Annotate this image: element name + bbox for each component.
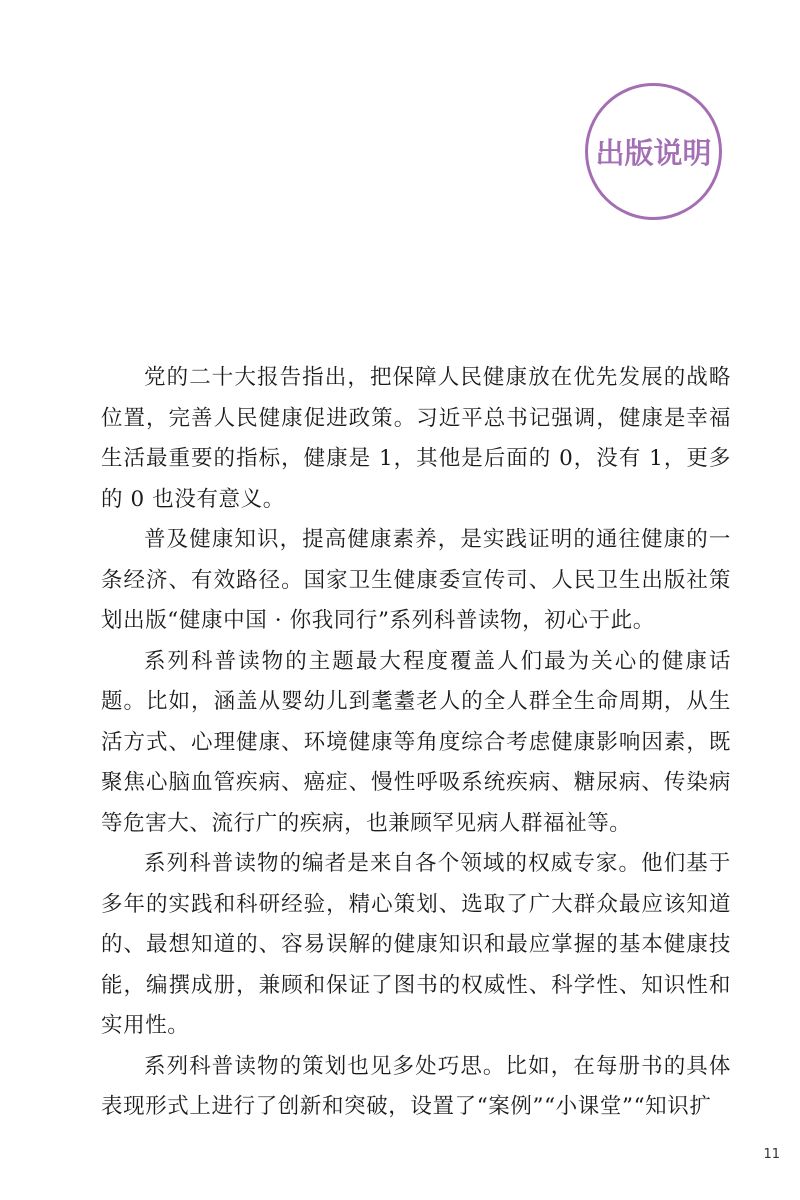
section-title: 出版说明 [595, 136, 712, 170]
paragraph: 党的二十大报告指出，把保障人民健康放在优先发展的战略位置，完善人民健康促进政策。习近平总书记强调，健康是幸福生活最重要的指标，健康是 1，其他是后面的 0，没有 1，更多的 0 也没有意义。 [101, 365, 731, 512]
paragraph: 系列科普读物的主题最大程度覆盖人们最为关心的健康话题。比如，涵盖从婴幼儿到耄耋老人的全人群全生命周期，从生活方式、心理健康、环境健康等角度综合考虑健康影响因素，既聚焦心脑血管疾病、癌症、慢性呼吸系统疾病、糖尿病、传染病等危害大、流行广的疾病，也兼顾罕见病人群福祉等。 [101, 648, 731, 836]
section-title-badge [585, 83, 722, 220]
paragraph: 系列科普读物的编者是来自各个领域的权威专家。他们基于多年的实践和科研经验，精心策划、选取了广大群众最应该知道的、最想知道的、容易误解的健康知识和最应掌握的基本健康技能，编撰成册，兼顾和保证了图书的权威性、科学性、知识性和实用性。 [101, 851, 731, 1038]
body-text [101, 358, 731, 1128]
paragraph: 系列科普读物的策划也见多处巧思。比如，在每册书的具体表现形式上进行了创新和突破，设置了“案例”“小课堂”“知识扩 [101, 1053, 731, 1119]
paragraph: 普及健康知识，提高健康素养，是实践证明的通往健康的一条经济、有效路径。国家卫生健康委宣传司、人民卫生出版社策划出版“健康中国 · 你我同行”系列科普读物，初心于此。 [101, 527, 731, 633]
page-number: 11 [763, 1147, 780, 1162]
